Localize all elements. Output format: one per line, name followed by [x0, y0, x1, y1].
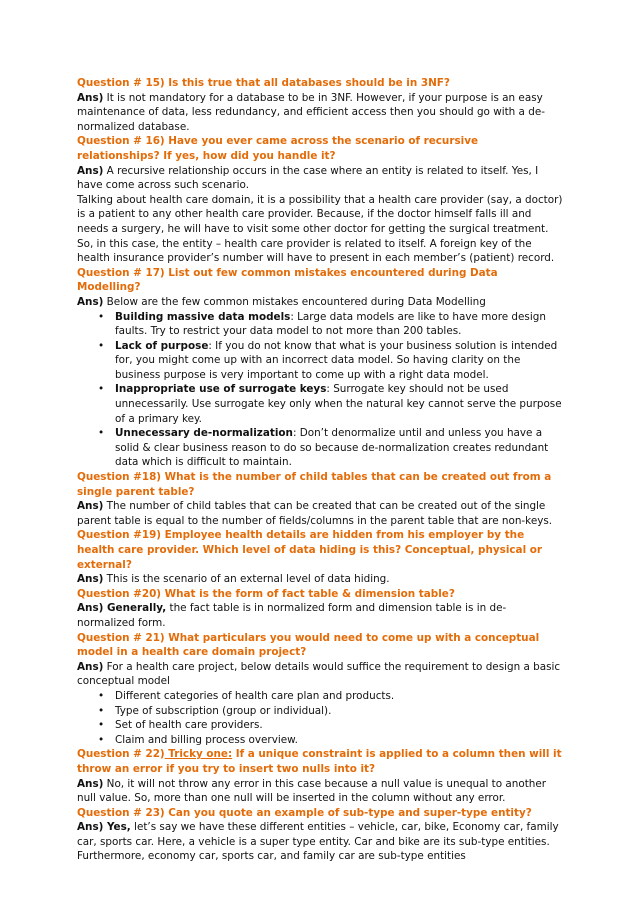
answer-text: The number of child tables that can be created that can be created out of the single parent table is equal to the number of fields/columns in the parent table that are non-keys. — [77, 500, 553, 527]
list-item-term: Unnecessary de-normalization — [115, 427, 293, 440]
qa-21 — [77, 631, 563, 748]
answer-23 — [77, 820, 563, 864]
question-16: Question # 16) Have you ever came across the scenario of recursive relationships? If yes, how did you handle it? — [77, 135, 479, 162]
list-item: • Claim and billing process overview. — [115, 733, 563, 748]
list-item — [115, 310, 563, 339]
answer-label: Ans) — [77, 295, 104, 308]
answer-label: Ans) — [77, 91, 104, 104]
list-item: • Type of subscription (group or individual). — [115, 704, 563, 719]
answer-label: Ans) Generally, — [77, 602, 167, 615]
answer-text: let’s say we have these different entities – vehicle, car, bike, Economy car, family car, sports car. Here, a vehicle is a super type entity. Car and bike are its sub-type entities. Furthermore, economy car, sports car, and family car are sub-type entities — [77, 821, 559, 863]
answer-text: For a health care project, below details would suffice the requirement to design a basic conceptual model — [77, 660, 561, 688]
answer-label: Ans) — [77, 660, 104, 673]
list-item-term: Lack of purpose — [115, 339, 209, 352]
answer-text: This is the scenario of an external level of data hiding. — [103, 573, 390, 586]
answer-label: Ans) Yes, — [77, 821, 131, 834]
answer-16 — [77, 164, 563, 193]
mistakes-list — [77, 310, 563, 471]
question-23: Question # 23) Can you quote an example of sub-type and super-type entity? — [77, 806, 532, 819]
question-rest: If a unique constraint is applied to a column then will it throw an error if you try to insert two nulls into it? — [77, 748, 562, 775]
list-item — [115, 426, 563, 470]
answer-15 — [77, 91, 563, 135]
answer-text: It is not mandatory for a database to be in 3NF. However, if your purpose is an easy maintenance of data, less redundancy, and efficient access then you should go with a de-normalized database. — [77, 91, 545, 133]
question-tricky-label: Tricky one: — [164, 748, 233, 761]
answer-21 — [77, 660, 563, 689]
list-item — [115, 339, 563, 383]
list-item-text: : Surrogate key should not be used unnecessarily. Use surrogate key only when the natural key cannot serve the purpose of a primary key. — [115, 383, 562, 425]
list-item: • Set of health care providers. — [115, 718, 563, 733]
answer-20 — [77, 601, 563, 630]
answer-text: the fact table is in normalized form and dimension table is in de-normalized form. — [77, 602, 507, 629]
question-22 — [77, 747, 563, 776]
answer-label: Ans) — [77, 500, 104, 513]
question-prefix: Question # 22) — [77, 748, 165, 761]
qa-19 — [77, 528, 563, 586]
list-item-term: Building massive data models — [115, 310, 291, 323]
question-21: Question # 21) What particulars you would need to come up with a conceptual model in a health care domain project? — [77, 631, 540, 659]
particulars-list — [77, 689, 563, 747]
question-19: Question #19) Employee health details are hidden from his employer by the health care provider. Which level of data hiding is this? Conceptual, physical or external? — [77, 529, 543, 571]
qa-17 — [77, 266, 563, 470]
document-page — [77, 76, 563, 864]
answer-label: Ans) — [77, 573, 104, 586]
question-18: Question #18) What is the number of child tables that can be created out from a single parent table? — [77, 471, 552, 498]
question-15: Question # 15) Is this true that all databases should be in 3NF? — [77, 77, 450, 89]
list-item-text: : If you do not know that what is your business solution is intended for, you might come up with an incorrect data model. So having clarity on the business purpose is very important to come up with a right data model. — [115, 339, 558, 381]
list-item-text: : Don’t denormalize until and unless you have a solid & clear business reason to do so because de-normalization creates redundant data which is difficult to maintain. — [115, 427, 549, 469]
list-item: • Different categories of health care plan and products. — [115, 689, 563, 704]
answer-label: Ans) — [77, 777, 104, 790]
qa-22 — [77, 747, 563, 805]
list-item — [115, 382, 563, 426]
answer-22 — [77, 777, 563, 806]
qa-15 — [77, 76, 563, 134]
list-item-term: Inappropriate use of surrogate keys — [115, 383, 327, 396]
answer-18 — [77, 499, 563, 528]
answer-text: No, it will not throw any error in this case because a null value is unequal to another null value. So, more than one null will be inserted in the column without any error. — [77, 777, 547, 805]
qa-20 — [77, 587, 563, 631]
answer-16-paragraph: Talking about health care domain, it is a possibility that a health care provider (say, a doctor) is a patient to any other health care provider. Because, if the doctor himself falls ill and needs a surgery, he will have to visit some other doctor for getting the surgical treatment. So, in this case, the entity – health care provider is related to itself. A foreign key of the health insurance provider’s number will have to present in each member’s (patient) record. — [77, 193, 563, 265]
answer-label: Ans) — [77, 164, 104, 177]
question-17: Question # 17) List out few common mistakes encountered during Data Modelling? — [77, 266, 498, 294]
answer-text: Below are the few common mistakes encountered during Data Modelling — [103, 295, 486, 308]
list-item-text: : Large data models are like to have more design faults. Try to restrict your data model to not more than 200 tables. — [115, 310, 546, 338]
answer-text: A recursive relationship occurs in the case where an entity is related to itself. Yes, I have come across such scenario. — [77, 164, 539, 192]
qa-18 — [77, 470, 563, 528]
answer-19 — [77, 572, 563, 587]
qa-16 — [77, 134, 563, 265]
question-20: Question #20) What is the form of fact table & dimension table? — [77, 587, 455, 600]
qa-23 — [77, 806, 563, 864]
answer-17 — [77, 295, 563, 310]
